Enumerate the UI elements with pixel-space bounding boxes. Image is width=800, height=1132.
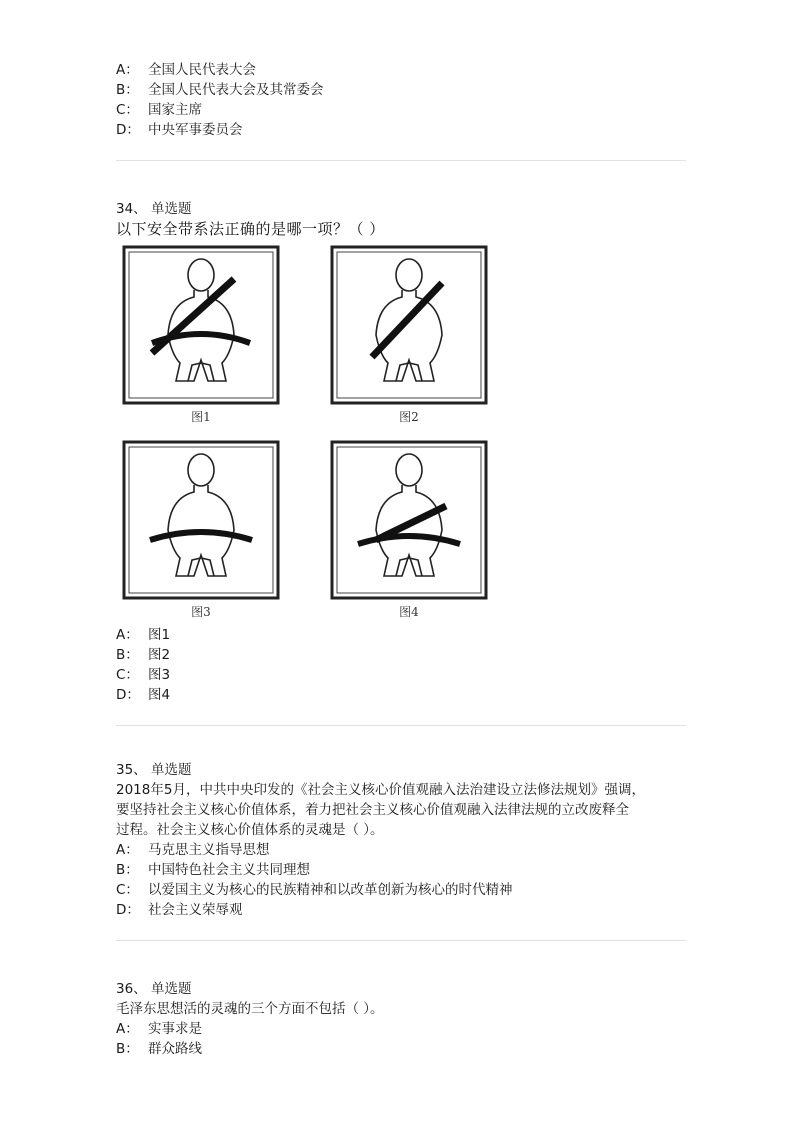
option-label: A：	[116, 62, 139, 78]
option-text: 中央军事委员会	[148, 122, 243, 138]
question-35	[116, 760, 686, 920]
option-text: 社会主义荣辱观	[148, 902, 243, 918]
seatbelt-figure-2-image	[330, 245, 488, 405]
question-stem-line: 过程。社会主义核心价值体系的灵魂是（ ）。	[116, 822, 384, 838]
option-label: A：	[116, 627, 139, 643]
option-text: 中国特色社会主义共同理想	[148, 862, 310, 878]
option-text: 图2	[148, 647, 171, 663]
option-label: B：	[116, 647, 139, 663]
option-text: 实事求是	[148, 1021, 202, 1037]
figure-3	[122, 440, 280, 619]
question-header: 34、 单选题	[116, 201, 192, 217]
option-b[interactable]	[116, 645, 686, 665]
option-label: D：	[116, 122, 140, 138]
figure-caption: 图3	[191, 605, 211, 619]
figure-1	[122, 245, 280, 424]
question-stem: 以下安全带系法正确的是哪一项？（ ）	[116, 220, 385, 238]
question-stem: 毛泽东思想活的灵魂的三个方面不包括（ ）。	[116, 1001, 384, 1017]
seatbelt-figures	[120, 245, 500, 625]
option-label: B：	[116, 82, 139, 98]
option-text: 图4	[148, 687, 171, 703]
option-c[interactable]	[116, 665, 686, 685]
option-c[interactable]	[116, 880, 686, 900]
option-text: 全国人民代表大会	[148, 62, 256, 78]
question-header: 35、 单选题	[116, 762, 192, 778]
option-a[interactable]	[116, 625, 686, 645]
option-b[interactable]	[116, 1039, 686, 1059]
option-label: B：	[116, 862, 139, 878]
figure-4	[330, 440, 488, 619]
seatbelt-figure-4-image	[330, 440, 488, 600]
option-a[interactable]	[116, 60, 686, 80]
question-stem-line: 要坚持社会主义核心价值体系，着力把社会主义核心价值观融入法律法规的立改废释全	[116, 802, 629, 818]
question-36	[116, 979, 686, 1059]
option-label: B：	[116, 1041, 139, 1057]
option-a[interactable]	[116, 1019, 686, 1039]
question-stem-line: 2018年5月，中共中央印发的《社会主义核心价值观融入法治建设立法修法规划》强调，	[116, 782, 645, 798]
option-b[interactable]	[116, 860, 686, 880]
option-d[interactable]	[116, 685, 686, 705]
option-text: 图3	[148, 667, 171, 683]
option-text: 全国人民代表大会及其常委会	[148, 82, 324, 98]
question-header: 36、 单选题	[116, 981, 192, 997]
option-label: D：	[116, 902, 140, 918]
q33-options	[116, 60, 686, 140]
figure-2	[330, 245, 488, 424]
option-label: C：	[116, 882, 139, 898]
option-b[interactable]	[116, 80, 686, 100]
figure-caption: 图1	[191, 410, 211, 424]
exam-page	[116, 60, 686, 1059]
option-d[interactable]	[116, 900, 686, 920]
figure-caption: 图4	[399, 605, 419, 619]
option-text: 群众路线	[148, 1041, 202, 1057]
option-label: C：	[116, 102, 139, 118]
seatbelt-figure-1-image	[122, 245, 280, 405]
option-a[interactable]	[116, 840, 686, 860]
option-text: 图1	[148, 627, 171, 643]
option-text: 国家主席	[148, 102, 202, 118]
option-text: 马克思主义指导思想	[148, 842, 270, 858]
option-label: D：	[116, 687, 140, 703]
option-label: A：	[116, 842, 139, 858]
figure-caption: 图2	[399, 410, 419, 424]
option-d[interactable]	[116, 120, 686, 140]
seatbelt-figure-3-image	[122, 440, 280, 600]
question-34	[116, 199, 686, 705]
option-label: C：	[116, 667, 139, 683]
option-text: 以爱国主义为核心的民族精神和以改革创新为核心的时代精神	[148, 882, 513, 898]
q34-options	[116, 625, 686, 705]
option-c[interactable]	[116, 100, 686, 120]
option-label: A：	[116, 1021, 139, 1037]
